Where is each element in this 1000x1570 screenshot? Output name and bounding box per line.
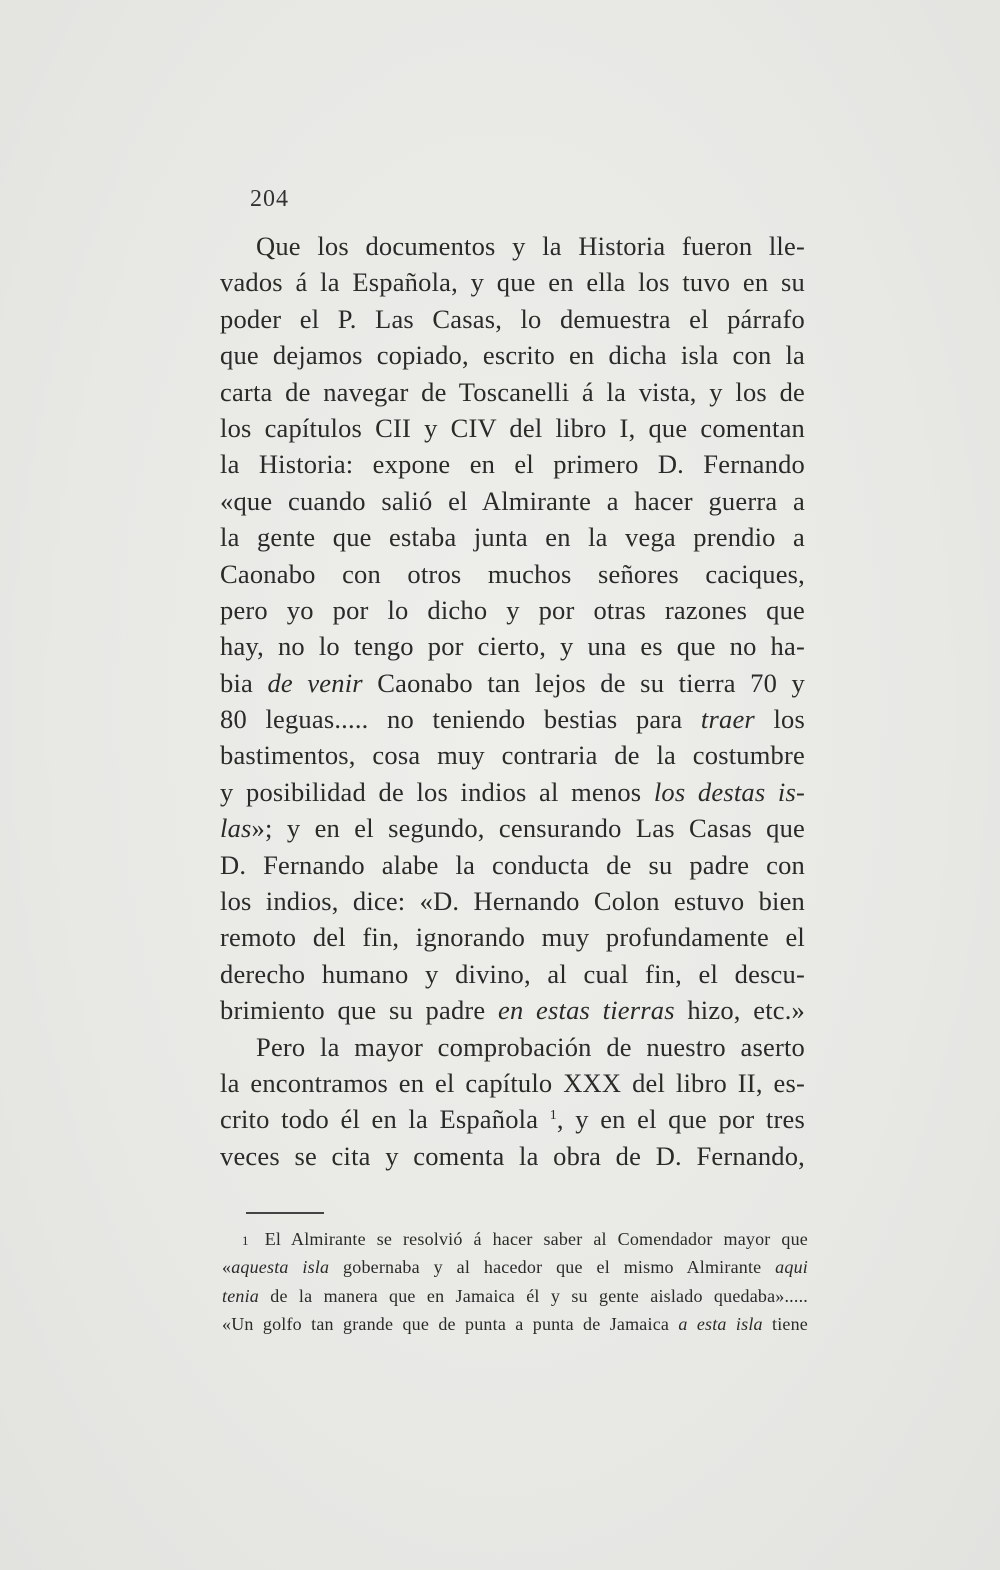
text-span: El Almirante se resolvió á hacer saber al Comendador mayor que [264, 1229, 808, 1249]
text-span: crito todo él en la Española [220, 1104, 550, 1135]
italic-span: aquesta isla [231, 1257, 330, 1278]
text-span: brimiento que su padre [220, 995, 498, 1026]
text-line: la Historia: expone en el primero D. Fernando [220, 449, 805, 480]
footnote-line [222, 1310, 808, 1338]
text-span: tiene [762, 1313, 808, 1334]
text-line [220, 810, 805, 846]
text-line: «que cuando salió el Almirante a hacer guerra a [220, 485, 805, 516]
text-line: Que los documentos y la Historia fueron lle- [256, 231, 805, 261]
text-line: derecho humano y divino, al cual fin, el descu- [220, 958, 805, 989]
text-line: los indios, dice: «D. Hernando Colon estuvo bien [220, 886, 805, 917]
body-text [220, 228, 805, 1174]
text-span: Caonabo tan lejos de su tierra 70 y [362, 667, 806, 698]
footnote-divider [246, 1212, 324, 1214]
italic-span: las [220, 813, 252, 844]
text-span: «Un golfo tan grande que de punta a punta de Jamaica [222, 1313, 679, 1334]
italic-span: en estas tierras [498, 995, 675, 1026]
text-line: la encontramos en el capítulo XXX del libro II, es- [220, 1067, 805, 1098]
footnote-line [222, 1253, 808, 1281]
text-span: los [754, 704, 805, 735]
text-span: gobernaba y al hacedor que el mismo Almirante [329, 1257, 776, 1278]
text-line [220, 665, 805, 701]
text-line: que dejamos copiado, escrito en dicha isla con la [220, 340, 805, 371]
text-line: carta de navegar de Toscanelli á la vista, y los de [220, 376, 805, 407]
text-span: »; y en el segundo, censurando Las Casas que [251, 813, 805, 844]
page-number: 204 [250, 186, 289, 212]
text-line [220, 701, 805, 737]
text-line: hay, no lo tengo por cierto, y una es que no ha- [220, 631, 805, 662]
text-line: veces se cita y comenta la obra de D. Fernando, [220, 1140, 805, 1171]
text-line: vados á la Española, y que en ella los tuvo en su [220, 267, 805, 298]
text-line [220, 992, 805, 1028]
text-line: remoto del fin, ignorando muy profundamente el [220, 922, 805, 953]
text-line: la gente que estaba junta en la vega prendio a [220, 522, 805, 553]
italic-span: traer [700, 704, 755, 735]
text-span: « [222, 1257, 232, 1278]
text-line: poder el P. Las Casas, lo demuestra el párrafo [220, 303, 805, 334]
text-line: Caonabo con otros muchos señores caciques, [220, 558, 805, 589]
text-line [220, 774, 805, 810]
footnote-line [222, 1225, 808, 1253]
footnote-marker: 1 [549, 1108, 557, 1124]
text-span: , y en el que por tres [556, 1104, 805, 1135]
footnotes [222, 1225, 808, 1338]
text-span: bia [220, 667, 268, 698]
text-span: de la manera que en Jamaica él y su gente aislado quedaba»..... [259, 1285, 808, 1306]
text-line: Pero la mayor comprobación de nuestro aserto [256, 1031, 805, 1062]
italic-span: aqui [775, 1257, 808, 1278]
italic-span: los destas is- [653, 776, 805, 807]
text-line: bastimentos, cosa muy contraria de la costumbre [220, 740, 805, 771]
italic-span: de venir [267, 667, 363, 698]
text-span: y posibilidad de los indios al menos [220, 776, 654, 807]
italic-span: a esta isla [678, 1313, 763, 1334]
footnote-number: 1 [242, 1233, 249, 1248]
text-span: 80 leguas..... no teniendo bestias para [220, 704, 701, 735]
text-span: hizo, etc.» [674, 995, 805, 1026]
text-line: pero yo por lo dicho y por otras razones que [220, 594, 805, 625]
text-line: los capítulos CII y CIV del libro I, que comentan [220, 412, 805, 443]
text-line: D. Fernando alabe la conducta de su padre con [220, 849, 805, 880]
footnote-line [222, 1282, 808, 1310]
italic-span: tenia [222, 1285, 259, 1306]
text-line [220, 1101, 805, 1137]
